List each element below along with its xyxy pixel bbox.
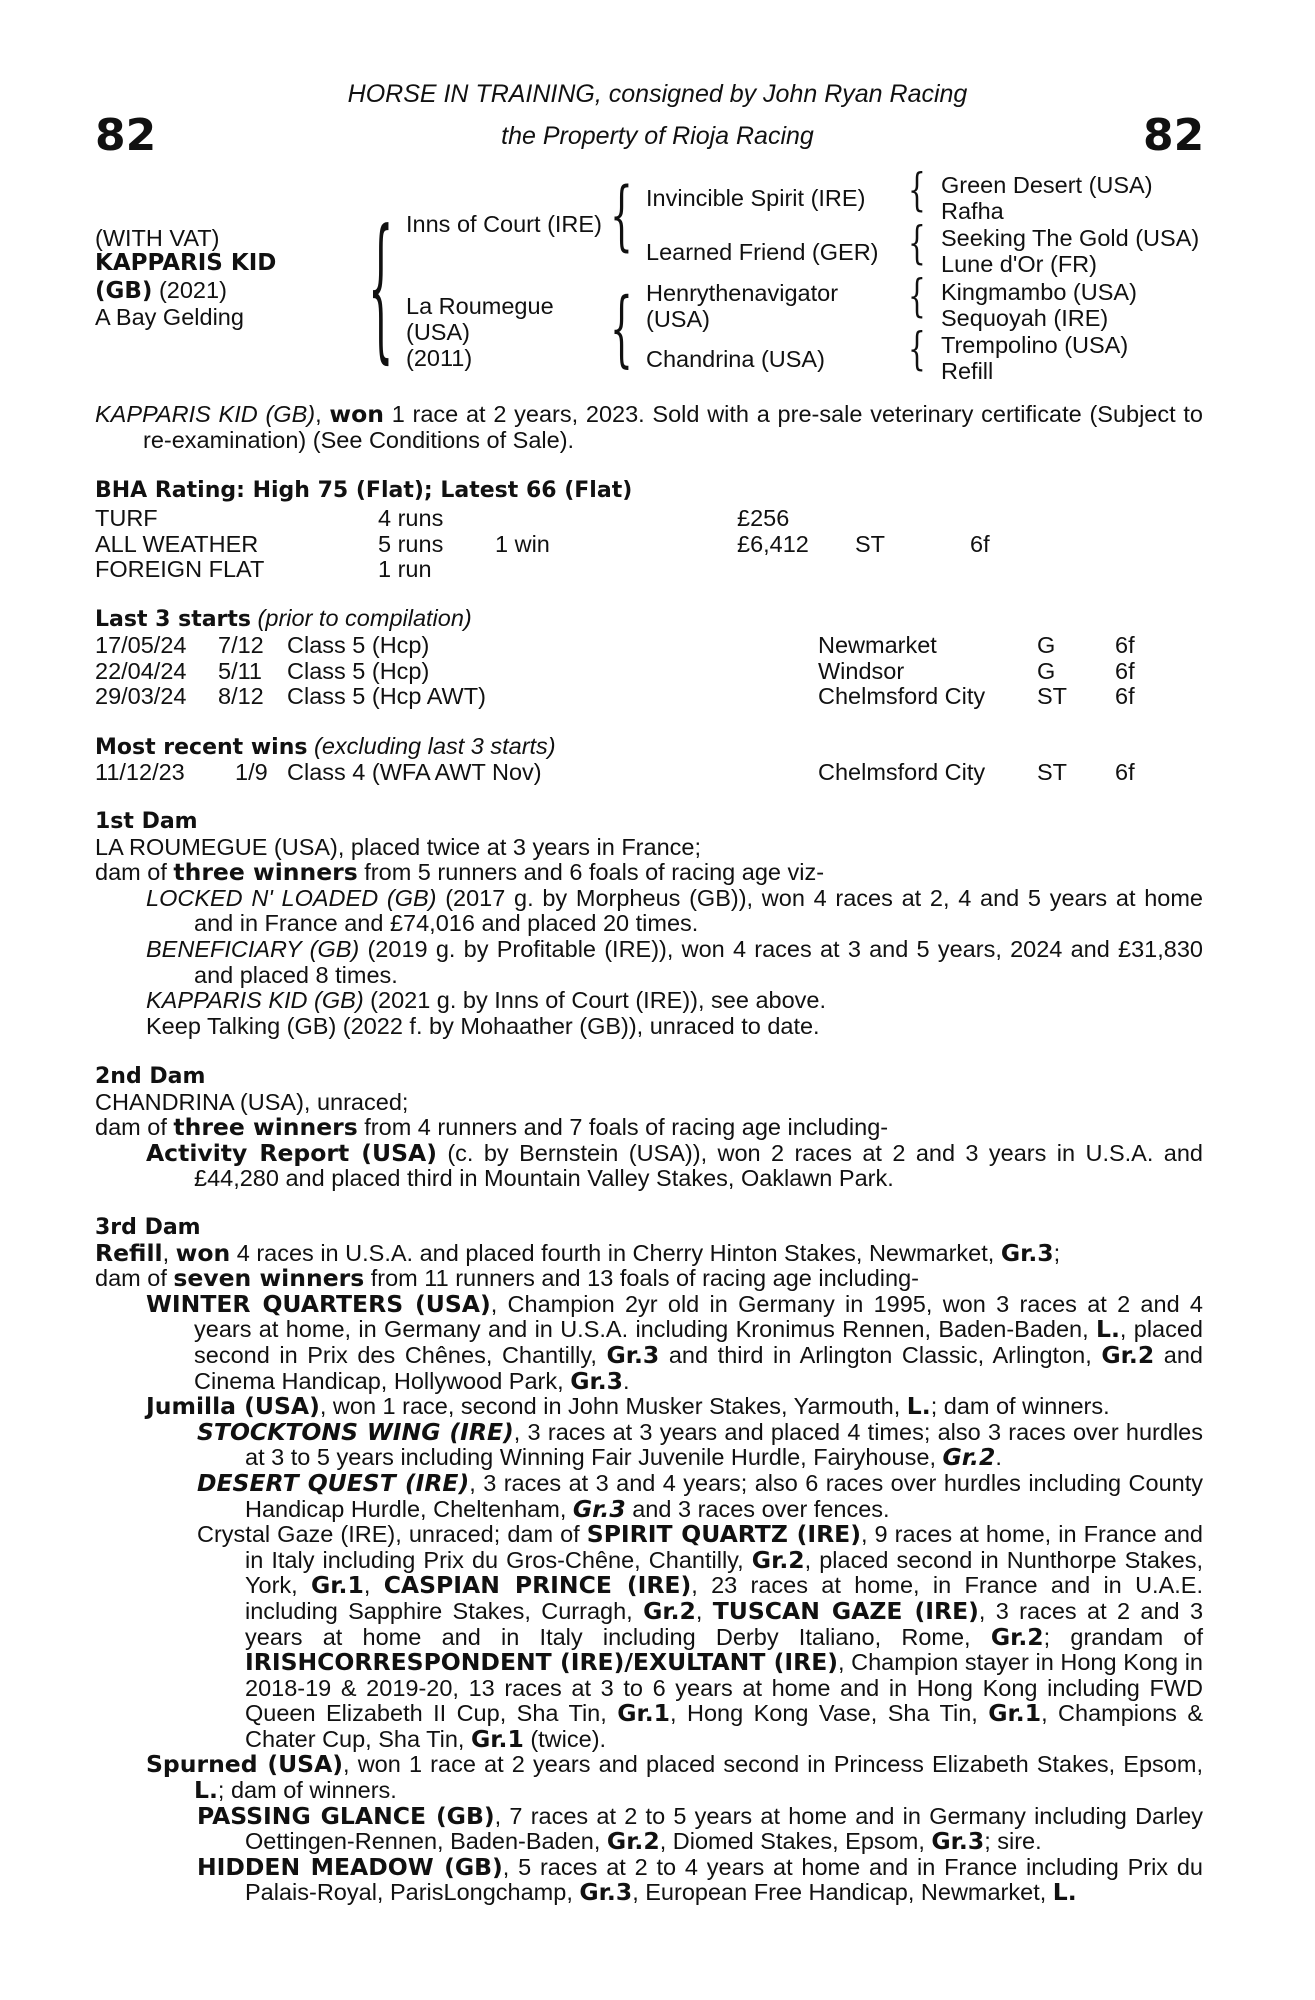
runs-cell: 4 runs — [378, 505, 444, 531]
third-dam-summary: dam of seven winners from 11 runners and 13 foals of racing age including- — [95, 1264, 919, 1293]
pedigree-dsd: Sequoyah (IRE) — [941, 305, 1109, 331]
recent-wins-note: (excluding last 3 starts) — [307, 733, 556, 759]
race-class-cell: Class 5 (Hcp) — [287, 657, 430, 684]
summary-won: won — [329, 400, 384, 428]
owner-line: the Property of Rioja Racing — [501, 122, 814, 150]
pedigree-sss: Green Desert (USA) — [941, 172, 1153, 198]
pedigree-dam-line3: (2011) — [406, 345, 473, 371]
surface-cell: FOREIGN FLAT — [95, 556, 265, 582]
summary-horse-name: KAPPARIS KID (GB) — [95, 401, 316, 427]
wins-cell: 1 win — [495, 530, 550, 557]
lot-number-left: 82 — [95, 110, 157, 161]
going-cell: G — [1037, 657, 1056, 684]
start-row — [95, 683, 1215, 709]
pedigree-brace-sd: { — [908, 216, 926, 269]
second-dam-line: CHANDRINA (USA), unraced; — [95, 1088, 409, 1115]
going-cell: ST — [1037, 683, 1068, 709]
pedigree-brace-dam: { — [610, 283, 633, 378]
pedigree-sdd: Lune d'Or (FR) — [941, 251, 1097, 277]
pedigree-sire-sire: Invincible Spirit (IRE) — [646, 185, 866, 211]
pedigree-dam-line1: La Roumegue — [406, 293, 554, 319]
race-summary: KAPPARIS KID (GB), won 1 race at 2 years, 2023. Sold with a pre-sale veterinary certificate (Subject to re-examination) (See Conditions of Sale). — [95, 400, 1203, 453]
first-dam-section — [95, 809, 1203, 1039]
progeny-item: KAPPARIS KID (GB) (2021 g. by Inns of Court (IRE)), see above. — [146, 987, 827, 1014]
race-class-cell: Class 5 (Hcp) — [287, 632, 430, 658]
first-dam-summary: dam of three winners from 5 runners and 6 foals of racing age viz- — [95, 858, 825, 887]
progeny-item: Crystal Gaze (IRE), unraced; dam of SPIRIT QUARTZ (IRE), 9 races at home, in France and in Italy including Prix du Gros-Chêne, Chantilly, Gr.2, placed second in Nunthorpe Stakes, York, Gr.1, CASPIAN PRINCE (IRE), 23 races at home, in France and in U.A.E. including Sapphire Stakes, Curragh, Gr.2, TUSCAN GAZE (IRE), 3 races at 2 and 3 years at home and in Italy including Derby Italiano, Rome, Gr.2; grandam of IRISHCORRESPONDENT (IRE)/EXULTANT (IRE), Champion stayer in Hong Kong in 2018-19 & 2019-20, 13 races at 3 to 6 years at home and in Hong Kong including FWD Queen Elizabeth II Cup, Sha Tin, Gr.1, Hong Kong Vase, Sha Tin, Gr.1, Champions & Chater Cup, Sha Tin, Gr.1 (twice). — [197, 1520, 1204, 1753]
bha-rating-heading: BHA Rating: High 75 (Flat); Latest 66 (Flat) — [95, 478, 633, 503]
jumilla-progeny — [146, 1417, 1204, 1753]
horse-country: (GB) — [95, 278, 153, 304]
race-class-cell: Class 4 (WFA AWT Nov) — [287, 759, 542, 785]
second-dam-section — [95, 1064, 1203, 1192]
horse-description: A Bay Gelding — [95, 304, 244, 330]
runs-cell: 1 run — [378, 556, 432, 582]
pedigree-ssd: Rafha — [941, 198, 1004, 224]
horse-year: (2021) — [152, 277, 227, 303]
pedigree-dss: Kingmambo (USA) — [941, 279, 1137, 305]
progeny-item: Activity Report (USA) (c. by Bernstein (USA)), won 2 races at 2 and 3 years in U.S.A. and £44,280 and placed third in Mountain Valley Stakes, Oaklawn Park. — [146, 1138, 1203, 1192]
second-dam-heading: 2nd Dam — [95, 1064, 206, 1089]
progeny-item: Jumilla (USA), won 1 race, second in John Musker Stakes, Yarmouth, L.; dam of winners. — [146, 1392, 1110, 1421]
distance-cell: 6f — [1115, 683, 1135, 709]
position-cell: 8/12 — [218, 683, 264, 709]
pedigree-dam-sire-line2: (USA) — [646, 306, 710, 332]
progeny-item: BENEFICIARY (GB) (2019 g. by Profitable (IRE)), won 4 races at 3 and 5 years, 2024 and £31,830 and placed 8 times. — [146, 935, 1203, 988]
second-dam-summary: dam of three winners from 4 runners and 7 foals of racing age including- — [95, 1113, 889, 1142]
horse-country-year — [95, 277, 227, 304]
second-dam-progeny — [95, 1138, 1203, 1192]
prize-cell: £256 — [737, 505, 790, 531]
consignor-line: HORSE IN TRAINING, consigned by John Ryan Racing — [347, 80, 968, 108]
pedigree-dds: Trempolino (USA) — [941, 332, 1129, 358]
start-row — [95, 658, 1215, 684]
position-cell: 1/9 — [235, 759, 268, 785]
vat-label: (WITH VAT) — [95, 225, 220, 251]
pedigree-dam-dam: Chandrina (USA) — [646, 346, 825, 372]
recent-wins-heading — [95, 733, 556, 761]
date-cell: 22/04/24 — [95, 657, 187, 684]
pedigree-sire: Inns of Court (IRE) — [406, 211, 602, 237]
prize-cell: £6,412 — [737, 530, 809, 557]
first-dam-line: LA ROUMEGUE (USA), placed twice at 3 years in France; — [95, 833, 701, 860]
surface-cell: ALL WEATHER — [95, 530, 259, 557]
pedigree-dam-line2: (USA) — [406, 319, 470, 345]
course-cell: Newmarket — [818, 632, 937, 658]
last-starts-title: Last 3 starts — [95, 607, 252, 632]
third-dam-heading: 3rd Dam — [95, 1215, 201, 1240]
progeny-item: Keep Talking (GB) (2022 f. by Mohaather (GB)), unraced to date. — [146, 1012, 820, 1039]
distance-cell: 6f — [1115, 632, 1135, 658]
pedigree-brace-ss: { — [908, 163, 926, 216]
progeny-item: Spurned (USA), won 1 race at 2 years and placed second in Princess Elizabeth Stakes, Epsom, L.; dam of winners. — [146, 1750, 1203, 1805]
progeny-item: LOCKED N' LOADED (GB) (2017 g. by Morpheus (GB)), won 4 races at 2, 4 and 5 years at home and in France and £74,016 and placed 20 times. — [146, 884, 1203, 937]
rating-row — [95, 505, 1215, 531]
win-row — [95, 759, 1215, 785]
date-cell: 11/12/23 — [95, 759, 185, 785]
third-dam-line: Refill, won 4 races in U.S.A. and placed fourth in Cherry Hinton Stakes, Newmarket, Gr.3; — [95, 1238, 1061, 1267]
first-dam-progeny — [95, 886, 1203, 1040]
rating-row — [95, 531, 1215, 557]
course-cell: Chelmsford City — [818, 683, 986, 709]
pedigree-sds: Seeking The Gold (USA) — [941, 225, 1200, 251]
pedigree-brace-main: { — [368, 200, 394, 380]
pedigree-brace-dd: { — [908, 322, 926, 375]
pedigree-dam-sire-line1: Henrythenavigator — [646, 280, 839, 306]
progeny-item: WINTER QUARTERS (USA), Champion 2yr old in Germany in 1995, won 3 races at 2 and 4 years at home, in Germany and in U.S.A. including Kronimus Rennen, Baden-Baden, L., placed second in Prix des Chênes, Chantilly, Gr.3 and third in Arlington Classic, Arlington, Gr.2 and Cinema Handicap, Hollywood Park, Gr.3. — [146, 1289, 1203, 1395]
start-row — [95, 632, 1215, 658]
progeny-item: PASSING GLANCE (GB), 7 races at 2 to 5 years at home and in Germany including Darley Oettingen-Rennen, Baden-Baden, Gr.2, Diomed Stakes, Epsom, Gr.3; sire. — [197, 1801, 1203, 1856]
progeny-item: HIDDEN MEADOW (GB), 5 races at 2 to 4 years at home and in France including Prix du Palais-Royal, ParisLongchamp, Gr.3, European Free Handicap, Newmarket, L. — [197, 1852, 1203, 1907]
surface-cell: TURF — [95, 505, 158, 531]
last-starts-heading — [95, 605, 472, 633]
first-dam-heading: 1st Dam — [95, 809, 198, 834]
position-cell: 7/12 — [218, 632, 264, 658]
rating-row — [95, 556, 1215, 582]
summary-text: 1 race at 2 years, 2023. Sold with a pre-sale veterinary certificate (Subject to re-examination) (See Conditions of Sale). — [143, 401, 1203, 453]
date-cell: 29/03/24 — [95, 683, 187, 709]
progeny-item: STOCKTONS WING (IRE), 3 races at 3 years and placed 4 times; also 3 races over hurdles at 3 to 5 years including Winning Fair Juvenile Hurdle, Fairyhouse, Gr.2. — [197, 1417, 1203, 1472]
progeny-item: DESERT QUEST (IRE), 3 races at 3 and 4 years; also 6 races over hurdles including County Handicap Hurdle, Cheltenham, Gr.3 and 3 races over fences. — [197, 1468, 1203, 1523]
lot-number-right: 82 — [1143, 110, 1205, 161]
code-cell: ST — [855, 530, 886, 557]
date-cell: 17/05/24 — [95, 632, 187, 658]
pedigree-ddd: Refill — [941, 358, 994, 384]
going-cell: G — [1037, 632, 1056, 658]
pedigree-sire-dam: Learned Friend (GER) — [646, 239, 879, 265]
race-class-cell: Class 5 (Hcp AWT) — [287, 683, 486, 709]
position-cell: 5/11 — [218, 657, 262, 684]
going-cell: ST — [1037, 759, 1068, 785]
recent-wins-title: Most recent wins — [95, 735, 308, 760]
spurned-progeny — [146, 1801, 1203, 1907]
runs-cell: 5 runs — [378, 530, 444, 557]
last-starts-note: (prior to compilation) — [251, 605, 472, 631]
pedigree-brace-sire: { — [610, 173, 633, 260]
distance-cell: 6f — [1115, 759, 1135, 785]
distance-cell: 6f — [1115, 657, 1135, 684]
pedigree-brace-ds: { — [908, 269, 926, 322]
third-dam-section — [95, 1215, 1203, 1906]
course-cell: Windsor — [818, 657, 905, 684]
distance-cell: 6f — [970, 530, 990, 557]
course-cell: Chelmsford City — [818, 759, 986, 785]
horse-name: KAPPARIS KID — [95, 250, 277, 276]
third-dam-progeny — [95, 1289, 1204, 1907]
